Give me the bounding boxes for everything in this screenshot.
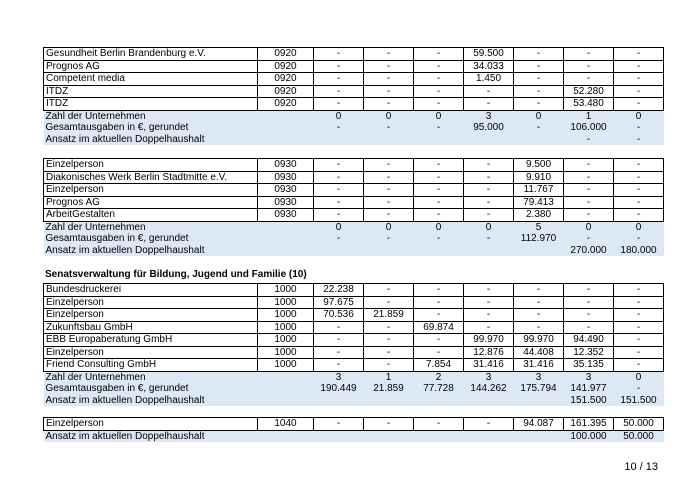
value-cell: - bbox=[464, 85, 514, 98]
row-label-cell: Gesamtausgaben in €, gerundet bbox=[44, 383, 258, 395]
row-label-cell: Prognos AG bbox=[44, 60, 258, 73]
value-cell: - bbox=[314, 334, 364, 347]
value-cell: - bbox=[614, 209, 664, 222]
value-cell: 3 bbox=[464, 371, 514, 383]
value-cell bbox=[258, 233, 314, 245]
value-cell: - bbox=[364, 321, 414, 334]
value-cell: - bbox=[564, 60, 614, 73]
row-label-cell: Einzelperson bbox=[44, 296, 258, 309]
row-label-cell: Einzelperson bbox=[44, 159, 258, 172]
value-cell: - bbox=[414, 418, 464, 431]
value-cell: - bbox=[614, 196, 664, 209]
value-cell: 21.859 bbox=[364, 309, 414, 322]
value-cell: - bbox=[614, 73, 664, 86]
table-row bbox=[44, 171, 664, 184]
value-cell: 1000 bbox=[258, 346, 314, 359]
value-cell: - bbox=[564, 321, 614, 334]
value-cell: 0 bbox=[564, 221, 614, 233]
value-cell: - bbox=[564, 296, 614, 309]
value-cell: - bbox=[464, 184, 514, 197]
value-cell: - bbox=[314, 48, 364, 61]
value-cell: - bbox=[414, 122, 464, 134]
value-cell bbox=[314, 134, 364, 146]
row-label-cell: Einzelperson bbox=[44, 184, 258, 197]
summary-row bbox=[44, 134, 664, 146]
value-cell bbox=[514, 430, 564, 442]
value-cell: - bbox=[364, 233, 414, 245]
row-label-cell: ITDZ bbox=[44, 98, 258, 111]
value-cell bbox=[464, 395, 514, 407]
value-cell: 5 bbox=[514, 221, 564, 233]
value-cell: 69.874 bbox=[414, 321, 464, 334]
value-cell: - bbox=[314, 60, 364, 73]
value-cell bbox=[258, 122, 314, 134]
value-cell: - bbox=[414, 73, 464, 86]
table-row bbox=[44, 334, 664, 347]
value-cell: - bbox=[464, 321, 514, 334]
value-cell bbox=[258, 383, 314, 395]
value-cell: - bbox=[364, 209, 414, 222]
value-cell: - bbox=[314, 159, 364, 172]
value-cell: 70.536 bbox=[314, 309, 364, 322]
value-cell: - bbox=[414, 48, 464, 61]
value-cell: - bbox=[514, 60, 564, 73]
summary-row bbox=[44, 110, 664, 122]
value-cell bbox=[414, 430, 464, 442]
value-cell: - bbox=[564, 73, 614, 86]
value-cell: 31.416 bbox=[464, 359, 514, 372]
value-cell bbox=[364, 430, 414, 442]
value-cell bbox=[364, 395, 414, 407]
value-cell: - bbox=[364, 159, 414, 172]
value-cell: - bbox=[514, 48, 564, 61]
value-cell: 106.000 bbox=[564, 122, 614, 134]
value-cell: 3 bbox=[564, 371, 614, 383]
row-label-cell: Einzelperson bbox=[44, 309, 258, 322]
value-cell bbox=[514, 245, 564, 257]
value-cell bbox=[258, 245, 314, 257]
value-cell: - bbox=[364, 346, 414, 359]
section-heading: Senatsverwaltung für Bildung, Jugend und Familie (10) bbox=[45, 269, 307, 280]
value-cell: 7.854 bbox=[414, 359, 464, 372]
value-cell: 0920 bbox=[258, 48, 314, 61]
table-row bbox=[44, 346, 664, 359]
value-cell: 144.262 bbox=[464, 383, 514, 395]
value-cell: - bbox=[614, 98, 664, 111]
value-cell: - bbox=[414, 85, 464, 98]
value-cell bbox=[514, 395, 564, 407]
value-cell: 0930 bbox=[258, 209, 314, 222]
value-cell bbox=[258, 430, 314, 442]
value-cell: 94.087 bbox=[514, 418, 564, 431]
value-cell: - bbox=[364, 359, 414, 372]
value-cell: 79.413 bbox=[514, 196, 564, 209]
value-cell: - bbox=[414, 184, 464, 197]
value-cell: - bbox=[614, 284, 664, 297]
row-label-cell: Gesamtausgaben in €, gerundet bbox=[44, 233, 258, 245]
value-cell: 12.352 bbox=[564, 346, 614, 359]
value-cell: - bbox=[564, 196, 614, 209]
value-cell: - bbox=[564, 184, 614, 197]
table-row bbox=[44, 184, 664, 197]
value-cell: 2.380 bbox=[514, 209, 564, 222]
value-cell: - bbox=[314, 359, 364, 372]
table-row bbox=[44, 359, 664, 372]
table-block-1040 bbox=[43, 417, 664, 442]
row-label-cell: Ansatz im aktuellen Doppelhaushalt bbox=[44, 430, 258, 442]
summary-row bbox=[44, 122, 664, 134]
value-cell: - bbox=[564, 48, 614, 61]
row-label-cell: Ansatz im aktuellen Doppelhaushalt bbox=[44, 395, 258, 407]
value-cell: - bbox=[614, 359, 664, 372]
value-cell: 59.500 bbox=[464, 48, 514, 61]
value-cell: 1000 bbox=[258, 296, 314, 309]
value-cell: 0 bbox=[364, 221, 414, 233]
value-cell: - bbox=[364, 122, 414, 134]
value-cell: - bbox=[364, 73, 414, 86]
value-cell: - bbox=[364, 284, 414, 297]
value-cell: 0920 bbox=[258, 60, 314, 73]
table-row bbox=[44, 85, 664, 98]
value-cell: 0 bbox=[614, 110, 664, 122]
value-cell: - bbox=[614, 122, 664, 134]
value-cell: - bbox=[364, 60, 414, 73]
value-cell bbox=[414, 395, 464, 407]
value-cell: 12.876 bbox=[464, 346, 514, 359]
value-cell: - bbox=[414, 346, 464, 359]
value-cell: 190.449 bbox=[314, 383, 364, 395]
value-cell: 0 bbox=[614, 371, 664, 383]
value-cell: - bbox=[564, 233, 614, 245]
value-cell: 112.970 bbox=[514, 233, 564, 245]
value-cell: 2 bbox=[414, 371, 464, 383]
value-cell: - bbox=[614, 383, 664, 395]
row-label-cell: Zukunftsbau GmbH bbox=[44, 321, 258, 334]
value-cell: - bbox=[414, 296, 464, 309]
value-cell: - bbox=[514, 98, 564, 111]
value-cell: 0920 bbox=[258, 85, 314, 98]
value-cell: - bbox=[414, 171, 464, 184]
value-cell: - bbox=[314, 184, 364, 197]
value-cell: 0930 bbox=[258, 159, 314, 172]
value-cell: - bbox=[364, 184, 414, 197]
value-cell: 1000 bbox=[258, 359, 314, 372]
value-cell: - bbox=[464, 418, 514, 431]
value-cell: - bbox=[364, 48, 414, 61]
table-row bbox=[44, 209, 664, 222]
value-cell: 1000 bbox=[258, 309, 314, 322]
row-label-cell: Gesundheit Berlin Brandenburg e.V. bbox=[44, 48, 258, 61]
value-cell: - bbox=[614, 134, 664, 146]
value-cell: 0930 bbox=[258, 196, 314, 209]
value-cell bbox=[464, 430, 514, 442]
summary-row bbox=[44, 371, 664, 383]
summary-row bbox=[44, 221, 664, 233]
value-cell: 0 bbox=[314, 110, 364, 122]
row-label-cell: EBB Europaberatung GmbH bbox=[44, 334, 258, 347]
table-row bbox=[44, 196, 664, 209]
value-cell: - bbox=[314, 233, 364, 245]
value-cell: 50.000 bbox=[614, 430, 664, 442]
value-cell: 1000 bbox=[258, 334, 314, 347]
value-cell: - bbox=[614, 334, 664, 347]
value-cell: 0 bbox=[414, 110, 464, 122]
value-cell: 0 bbox=[614, 221, 664, 233]
value-cell bbox=[514, 134, 564, 146]
value-cell: - bbox=[314, 346, 364, 359]
table-row bbox=[44, 418, 664, 431]
value-cell: 1000 bbox=[258, 321, 314, 334]
row-label-cell: Einzelperson bbox=[44, 418, 258, 431]
row-label-cell: Zahl der Unternehmen bbox=[44, 221, 258, 233]
table-row bbox=[44, 159, 664, 172]
value-cell: - bbox=[564, 309, 614, 322]
value-cell bbox=[258, 134, 314, 146]
value-cell: - bbox=[514, 296, 564, 309]
value-cell: - bbox=[564, 159, 614, 172]
value-cell: 141.977 bbox=[564, 383, 614, 395]
value-cell: 9.500 bbox=[514, 159, 564, 172]
summary-row bbox=[44, 430, 664, 442]
table-row bbox=[44, 284, 664, 297]
row-label-cell: ArbeitGestalten bbox=[44, 209, 258, 222]
value-cell: - bbox=[514, 85, 564, 98]
value-cell: 0 bbox=[314, 221, 364, 233]
value-cell: - bbox=[564, 209, 614, 222]
value-cell: - bbox=[414, 284, 464, 297]
value-cell: 0920 bbox=[258, 73, 314, 86]
row-label-cell: Zahl der Unternehmen bbox=[44, 371, 258, 383]
value-cell: - bbox=[614, 309, 664, 322]
summary-row bbox=[44, 383, 664, 395]
value-cell: - bbox=[414, 159, 464, 172]
value-cell: - bbox=[314, 171, 364, 184]
value-cell: 95.000 bbox=[464, 122, 514, 134]
value-cell: 151.500 bbox=[614, 395, 664, 407]
value-cell: 94.490 bbox=[564, 334, 614, 347]
value-cell: 100.000 bbox=[564, 430, 614, 442]
value-cell: 0920 bbox=[258, 98, 314, 111]
value-cell: - bbox=[514, 309, 564, 322]
value-cell: - bbox=[464, 159, 514, 172]
value-cell: 175.794 bbox=[514, 383, 564, 395]
value-cell: - bbox=[614, 60, 664, 73]
value-cell: - bbox=[414, 209, 464, 222]
value-cell bbox=[464, 134, 514, 146]
summary-row bbox=[44, 395, 664, 407]
value-cell: 0 bbox=[514, 110, 564, 122]
value-cell: - bbox=[364, 85, 414, 98]
row-label-cell: Competent media bbox=[44, 73, 258, 86]
value-cell: 161.395 bbox=[564, 418, 614, 431]
value-cell: - bbox=[464, 296, 514, 309]
value-cell: - bbox=[614, 85, 664, 98]
value-cell: - bbox=[614, 296, 664, 309]
row-label-cell: Gesamtausgaben in €, gerundet bbox=[44, 122, 258, 134]
value-cell bbox=[258, 371, 314, 383]
table-row bbox=[44, 296, 664, 309]
value-cell: - bbox=[464, 233, 514, 245]
value-cell: - bbox=[414, 233, 464, 245]
table-row bbox=[44, 98, 664, 111]
value-cell: - bbox=[314, 418, 364, 431]
value-cell: - bbox=[614, 233, 664, 245]
value-cell: 22.238 bbox=[314, 284, 364, 297]
value-cell: - bbox=[414, 334, 464, 347]
table-row bbox=[44, 73, 664, 86]
value-cell: - bbox=[614, 184, 664, 197]
value-cell: 1 bbox=[564, 110, 614, 122]
value-cell bbox=[464, 245, 514, 257]
value-cell: 34.033 bbox=[464, 60, 514, 73]
value-cell: 99.970 bbox=[514, 334, 564, 347]
value-cell: - bbox=[514, 321, 564, 334]
value-cell: 1 bbox=[364, 371, 414, 383]
value-cell bbox=[314, 395, 364, 407]
value-cell: - bbox=[314, 209, 364, 222]
table-block-0920 bbox=[43, 47, 664, 145]
value-cell: - bbox=[414, 196, 464, 209]
value-cell: - bbox=[414, 60, 464, 73]
value-cell: - bbox=[564, 284, 614, 297]
value-cell: 9.910 bbox=[514, 171, 564, 184]
value-cell bbox=[314, 245, 364, 257]
value-cell: - bbox=[464, 196, 514, 209]
value-cell: 97.675 bbox=[314, 296, 364, 309]
value-cell: 11.767 bbox=[514, 184, 564, 197]
value-cell bbox=[414, 134, 464, 146]
page-number: 10 / 13 bbox=[624, 461, 658, 473]
row-label-cell: Friend Consulting GmbH bbox=[44, 359, 258, 372]
value-cell: 0 bbox=[414, 221, 464, 233]
table-row bbox=[44, 48, 664, 61]
value-cell: - bbox=[464, 171, 514, 184]
value-cell bbox=[258, 221, 314, 233]
value-cell: 21.859 bbox=[364, 383, 414, 395]
value-cell: 99.970 bbox=[464, 334, 514, 347]
value-cell: - bbox=[514, 284, 564, 297]
value-cell: 53.480 bbox=[564, 98, 614, 111]
value-cell: 0 bbox=[464, 221, 514, 233]
value-cell: - bbox=[614, 321, 664, 334]
value-cell: 180.000 bbox=[614, 245, 664, 257]
row-label-cell: Prognos AG bbox=[44, 196, 258, 209]
table-row bbox=[44, 321, 664, 334]
value-cell: 0 bbox=[364, 110, 414, 122]
value-cell: 3 bbox=[464, 110, 514, 122]
value-cell: 77.728 bbox=[414, 383, 464, 395]
value-cell: - bbox=[314, 196, 364, 209]
value-cell bbox=[414, 245, 464, 257]
value-cell: - bbox=[464, 98, 514, 111]
row-label-cell: Ansatz im aktuellen Doppelhaushalt bbox=[44, 245, 258, 257]
value-cell: - bbox=[464, 309, 514, 322]
value-cell: - bbox=[514, 73, 564, 86]
value-cell: - bbox=[364, 171, 414, 184]
row-label-cell: Ansatz im aktuellen Doppelhaushalt bbox=[44, 134, 258, 146]
value-cell bbox=[258, 395, 314, 407]
value-cell: 35.135 bbox=[564, 359, 614, 372]
value-cell: - bbox=[314, 85, 364, 98]
value-cell: - bbox=[564, 171, 614, 184]
value-cell: - bbox=[414, 309, 464, 322]
value-cell: 151.500 bbox=[564, 395, 614, 407]
table-block-1000 bbox=[43, 283, 664, 406]
row-label-cell: Bundesdruckerei bbox=[44, 284, 258, 297]
value-cell: 50.000 bbox=[614, 418, 664, 431]
value-cell: 1000 bbox=[258, 284, 314, 297]
value-cell: - bbox=[564, 134, 614, 146]
value-cell bbox=[364, 134, 414, 146]
value-cell bbox=[314, 430, 364, 442]
value-cell: - bbox=[514, 122, 564, 134]
value-cell: - bbox=[464, 209, 514, 222]
value-cell: - bbox=[364, 98, 414, 111]
row-label-cell: ITDZ bbox=[44, 85, 258, 98]
value-cell: - bbox=[614, 48, 664, 61]
value-cell: 1040 bbox=[258, 418, 314, 431]
value-cell bbox=[258, 110, 314, 122]
value-cell: 3 bbox=[314, 371, 364, 383]
value-cell: - bbox=[414, 98, 464, 111]
value-cell: - bbox=[364, 334, 414, 347]
value-cell: - bbox=[364, 418, 414, 431]
value-cell: 270.000 bbox=[564, 245, 614, 257]
row-label-cell: Zahl der Unternehmen bbox=[44, 110, 258, 122]
value-cell: 31.416 bbox=[514, 359, 564, 372]
value-cell: 3 bbox=[514, 371, 564, 383]
row-label-cell: Diakonisches Werk Berlin Stadtmitte e.V. bbox=[44, 171, 258, 184]
table-row bbox=[44, 309, 664, 322]
summary-row bbox=[44, 245, 664, 257]
value-cell: - bbox=[614, 159, 664, 172]
value-cell: 0930 bbox=[258, 184, 314, 197]
value-cell: 1.450 bbox=[464, 73, 514, 86]
value-cell: - bbox=[314, 321, 364, 334]
value-cell: - bbox=[314, 122, 364, 134]
value-cell: - bbox=[364, 296, 414, 309]
summary-row bbox=[44, 233, 664, 245]
value-cell: - bbox=[314, 73, 364, 86]
value-cell: 52.280 bbox=[564, 85, 614, 98]
value-cell: 44.408 bbox=[514, 346, 564, 359]
value-cell bbox=[364, 245, 414, 257]
value-cell: - bbox=[464, 284, 514, 297]
value-cell: 0930 bbox=[258, 171, 314, 184]
value-cell: - bbox=[314, 98, 364, 111]
value-cell: - bbox=[364, 196, 414, 209]
value-cell: - bbox=[614, 171, 664, 184]
row-label-cell: Einzelperson bbox=[44, 346, 258, 359]
table-row bbox=[44, 60, 664, 73]
value-cell: - bbox=[614, 346, 664, 359]
table-block-0930 bbox=[43, 158, 664, 256]
